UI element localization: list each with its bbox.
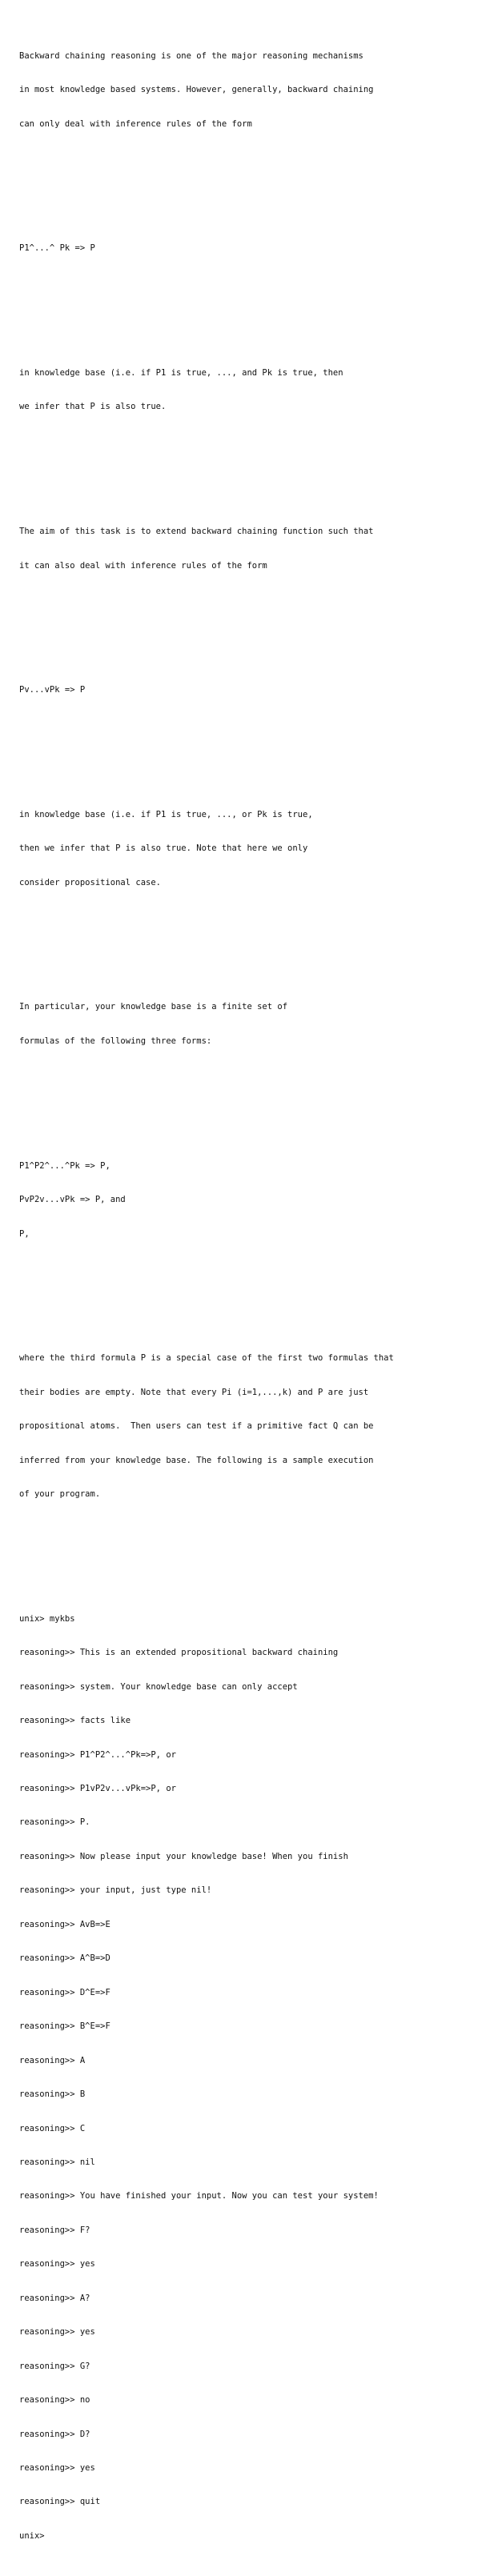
session-line: reasoning>> A [19,2055,86,2065]
session-line: reasoning>> B^E=>F [19,2021,110,2032]
and-rule-meaning [19,345,492,435]
blank-line [19,934,492,945]
text-line: in knowledge base (i.e. if P1 is true, ..., and Pk is true, then [19,367,343,378]
blank-line [19,174,492,186]
text-line: it can also deal with inference rules of the form [19,560,267,571]
session-line: reasoning>> yes [19,2259,95,2270]
formula-line: P, [19,1228,30,1239]
session-line: reasoning>> This is an extended propositional backward chaining [19,1648,339,1658]
formula-line: P1^...^ Pk => P [19,243,95,254]
session-line: reasoning>> nil [19,2157,95,2167]
session-line: reasoning>> P1vP2v...vPk=>P, or [19,1783,176,1793]
blank-line [19,458,492,469]
session-line: reasoning>> B [19,2089,86,2100]
blank-line [19,1284,492,1296]
text-line: formulas of the following three forms: [19,1036,212,1046]
session-line: reasoning>> system. Your knowledge base can only accept [19,1681,298,1692]
session-line: reasoning>> D? [19,2429,90,2439]
session-line: reasoning>> F? [19,2225,90,2235]
and-rule-formula [19,220,492,277]
session-line: reasoning>> yes [19,2327,95,2338]
or-rule-formula [19,662,492,719]
text-line: In particular, your knowledge base is a finite set of [19,1002,288,1012]
blank-line [19,741,492,752]
sample-session-transcript [19,1590,492,2564]
blank-line [19,299,492,310]
session-line: reasoning>> You have finished your input. Now you can test your system! [19,2191,379,2201]
session-line: reasoning>> your input, just type nil! [19,1885,212,1896]
document-body [19,5,492,2576]
text-line: Backward chaining reasoning is one of the major reasoning mechanisms [19,50,363,61]
text-line: then we infer that P is also true. Note that here we only [19,843,308,854]
text-line: their bodies are empty. Note that every Pi (i=1,...,k) and P are just [19,1387,369,1397]
formula-line: PvP2v...vPk => P, and [19,1195,126,1205]
formula-forms [19,1137,492,1262]
text-line: consider propositional case. [19,877,162,887]
text-line: in knowledge base (i.e. if P1 is true, ..., or Pk is true, [19,809,313,819]
session-line: reasoning>> C [19,2123,86,2133]
session-line: reasoning>> no [19,2395,90,2406]
session-line: unix> [19,2530,45,2541]
blank-line [19,1545,492,1556]
session-line: reasoning>> quit [19,2497,101,2507]
text-line: inferred from your knowledge base. The following is a sample execution [19,1455,374,1465]
formula-line: P1^P2^...^Pk => P, [19,1160,110,1171]
session-line: reasoning>> G? [19,2361,90,2371]
text-line: The aim of this task is to extend backward chaining function such that [19,527,374,537]
explanation-paragraph [19,1330,492,1523]
intro-paragraph [19,27,492,152]
session-line: reasoning>> P1^P2^...^Pk=>P, or [19,1749,176,1760]
session-line: reasoning>> AvB=>E [19,1919,110,1929]
blank-line [19,1092,492,1104]
session-line: reasoning>> D^E=>F [19,1987,110,1997]
text-line: propositional atoms. Then users can test if a primitive fact Q can be [19,1421,374,1432]
session-line: reasoning>> A? [19,2293,90,2303]
or-rule-meaning [19,787,492,911]
aim-paragraph [19,503,492,594]
text-line: can only deal with inference rules of the form [19,118,252,129]
text-line: where the third formula P is a special case of the first two formulas that [19,1353,394,1364]
blank-line [19,616,492,627]
session-line: reasoning>> facts like [19,1716,131,1726]
text-line: of your program. [19,1489,101,1500]
session-line: reasoning>> A^B=>D [19,1953,110,1964]
session-line: unix> mykbs [19,1613,75,1624]
formula-line: Pv...vPk => P [19,685,86,695]
session-line: reasoning>> P. [19,1817,90,1828]
particular-paragraph [19,979,492,1069]
session-line: reasoning>> yes [19,2463,95,2474]
session-line: reasoning>> Now please input your knowledge base! When you finish [19,1851,348,1861]
text-line: we infer that P is also true. [19,402,167,412]
text-line: in most knowledge based systems. However, generally, backward chaining [19,85,374,95]
